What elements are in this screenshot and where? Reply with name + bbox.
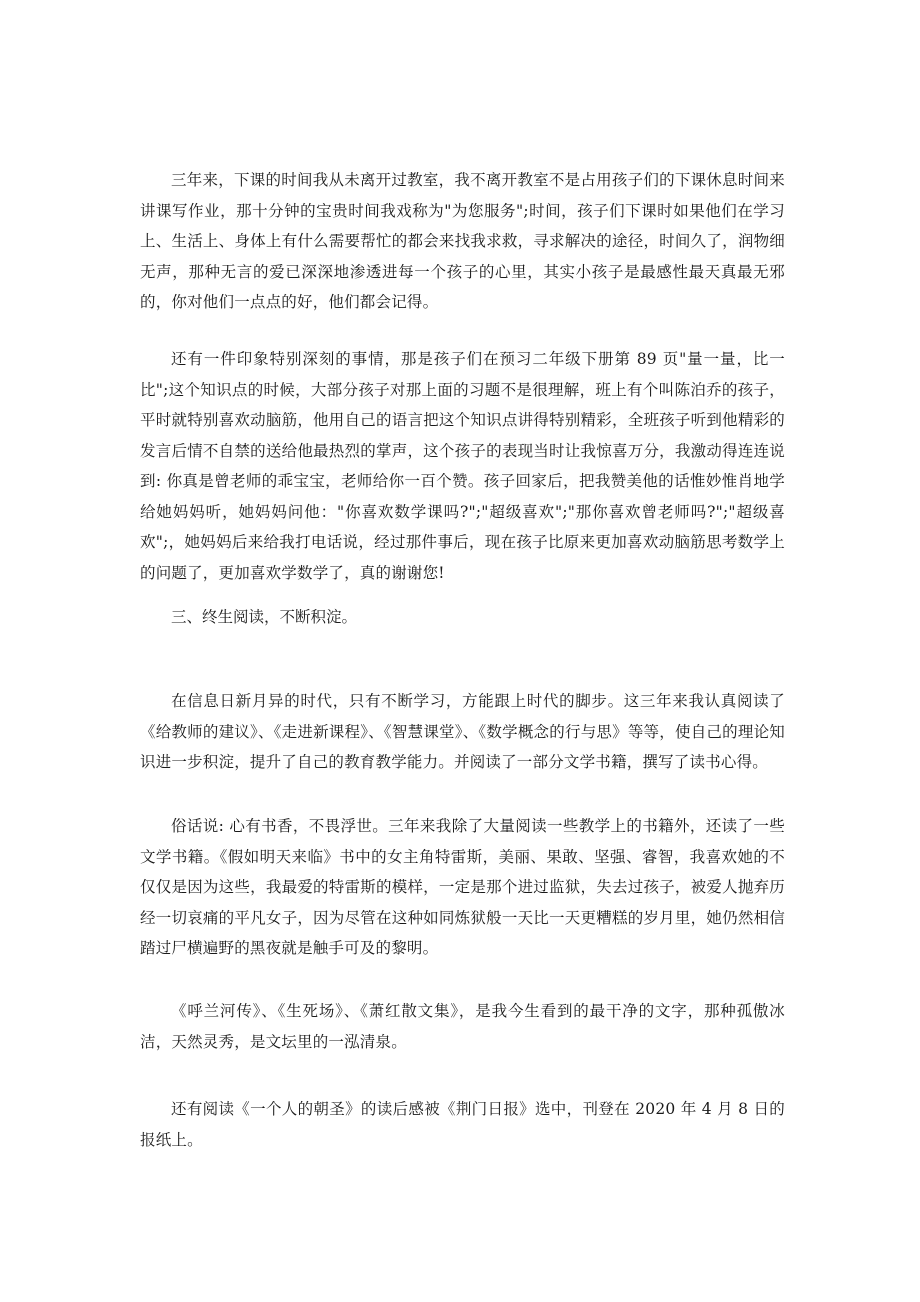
paragraph-4: 俗话说: 心有书香，不畏浮世。三年来我除了大量阅读一些教学上的书籍外，还读了一些文学书籍。《假如明天来临》书中的女主角特雷斯，美丽、果敢、坚强、睿智，我喜欢她的不仅仅是因为这些，我最爱的特雷斯的模样，一定是那个进过监狱，失去过孩子，被爱人抛弃历经一切哀痛的平凡女子，因为尽管在这种如同炼狱般一天比一天更糟糕的岁月里，她仍然相信踏过尸横遍野的黑夜就是触手可及的黎明。: [140, 817, 785, 957]
paragraph-2: 还有一件印象特别深刻的事情，那是孩子们在预习二年级下册第 89 页"量一量，比一比";这个知识点的时候，大部分孩子对那上面的习题不是很理解，班上有个叫陈泊乔的孩子，平时就特别喜欢动脑筋，他用自己的语言把这个知识点讲得特别精彩，全班孩子听到他精彩的发言后情不自禁的送给他最热烈的掌声，这个孩子的表现当时让我惊喜万分，我激动得连连说到: 你真是曾老师的乖宝宝，老师给你一百个赞。孩子回家后，把我赞美他的话惟妙惟肖地学给她妈妈听，她妈妈问他："你喜欢数学课吗?";"超级喜欢";"那你喜欢曾老师吗?";"超级喜欢";，她妈妈后来给我打电话说，经过那件事后，现在孩子比原来更加喜欢动脑筋思考数学上的问题了，更加喜欢学数学了，真的谢谢您!: [140, 350, 785, 582]
section-heading: 三、终生阅读，不断积淀。: [171, 608, 358, 626]
paragraph-1: 三年来，下课的时间我从未离开过教室，我不离开教室不是占用孩子们的下课休息时间来讲课写作业，那十分钟的宝贵时间我戏称为"为您服务";时间，孩子们下课时如果他们在学习上、生活上、身体上有什么需要帮忙的都会来找我求救，寻求解决的途径，时间久了，润物细无声，那种无言的爱已深深地渗透进每一个孩子的心里，其实小孩子是最感性最天真最无邪的，你对他们一点点的好，他们都会记得。: [140, 171, 785, 311]
paragraph-3: 在信息日新月异的时代，只有不断学习，方能跟上时代的脚步。这三年来我认真阅读了《给教师的建议》、《走进新课程》、《智慧课堂》、《数学概念的行与思》等等，使自己的理论知识进一步积淀，提升了自己的教育教学能力。并阅读了一部分文学书籍，撰写了读书心得。: [140, 692, 785, 771]
paragraph-5: 《呼兰河传》、《生死场》、《萧红散文集》，是我今生看到的最干净的文字，那种孤傲冰洁，天然灵秀，是文坛里的一泓清泉。: [140, 1002, 785, 1051]
paragraph-6: 还有阅读《一个人的朝圣》的读后感被《荆门日报》选中，刊登在 2020 年 4 月 8 日的报纸上。: [140, 1100, 785, 1149]
